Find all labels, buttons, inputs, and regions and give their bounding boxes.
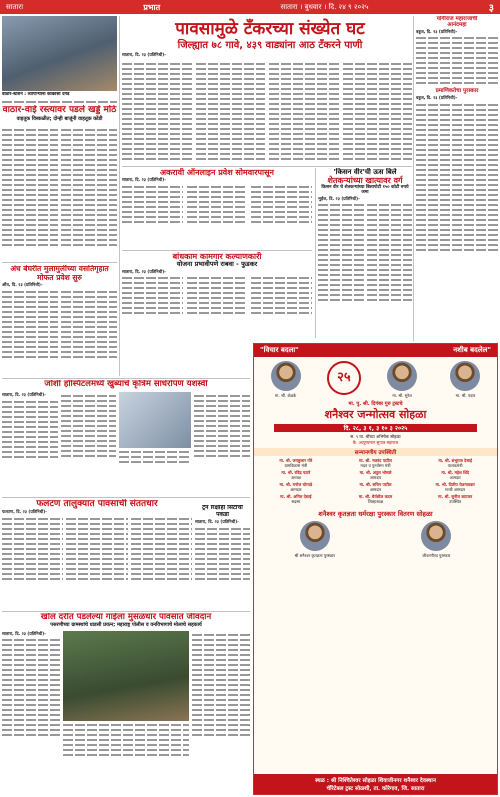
lead-dateline: सातारा, दि. २३ (प्रतिनिधी)- [122,52,166,57]
story3-headline: अकरावी ऑनलाइन प्रवेश सोमवारपासून [160,168,274,177]
story2-headline: अंध बेघरीत मुलामुलींच्या वसतिगृहात मोफत प्रवेश सुरु [10,265,109,282]
ad-guest-list [254,456,497,506]
award-recipient-2: जीवनगौरव पुरस्कार [406,521,466,559]
story-rain [2,499,192,609]
sidebar-dateline2: वडूज, दि. २३ (प्रतिनिधी)- [416,94,458,100]
sidebar-dateline: वडूज, दि. २३ (प्रतिनिधी)- [416,28,458,34]
guest-11: मा. श्री. धैर्यशील कदम जिल्हाध्यक्ष [358,494,393,504]
page-header [0,0,500,14]
story4-subhead: शेतकऱ्यांच्या खात्यावर वर्ग [327,176,403,186]
story8-headline: खोल दरीत पडलेल्या गाईला मुसळधार पावसात जीवदान [40,613,212,622]
lead-story-body [122,52,412,164]
story6-dateline: सातारा, दि. २३ (प्रतिनिधी)- [2,391,46,397]
guest-8: मा. श्री. सचिन पाटील आमदार [359,482,392,492]
lead-subhead: जिल्ह्यात ७८ गावे, ४३९ वाड्यांना आठ टँकरने पाणी [177,40,363,51]
anniversary-badge: २५ [327,361,361,395]
ad-award-heading: शनैश्वर कृतज्ञता धर्मरक्षा पुरस्कार वितरण सोहळा [318,510,433,518]
story-rickshaw [195,505,250,605]
guest-9: मा. श्री. दिलीप येळगावकर माजी आमदार [435,482,475,492]
ad-leader-1: मा. श्री. शेळके [264,361,308,399]
lead-headline: पावसामुळे टँकरच्या संख्येत घट [175,19,365,39]
ad-leader-2: मा. श्री. सुरेश [380,361,424,399]
story9-dateline: सातारा, दि. २३ (प्रतिनिधी)- [195,518,239,524]
story8-subhead: पसरणीच्या ग्रामस्थांचे धाडसी प्रयत्न; महाराष्ट्र पोलीस व वनविभागाचे मोलाचे सहकार्य [50,621,202,628]
ad-place: स्थळ : श्री निश्चितेश्वर सोहळा शिवाजीनगर शनैश्वर देवस्थान [315,778,436,784]
page-number: ३ [488,3,494,14]
cow-rescue-photo [63,631,190,721]
story-cow-rescue [2,613,250,795]
story5-headline: बांधकाम कामगार कल्याणकारी [172,252,262,261]
story-road-potholes [2,105,117,260]
avatar [421,521,451,551]
ad-leader-3: मा. श्री. पवार [443,361,487,399]
avatar [450,361,480,391]
story7-headline: फलटण तालुक्यात पावसाची संततधार [36,499,158,509]
award-recipient-1: श्री शनैश्वर कृतज्ञता पुरस्कार [285,521,345,559]
story9-headline: ट्रेन रिक्षाही सिटीची पकडा [202,505,243,518]
story8-dateline: सातारा, दि. २३ (प्रतिनिधी)- [2,630,46,636]
story5-subhead: योजना प्रभावीपणे राबवा - फुडकर [176,260,258,269]
story-construction [122,252,312,340]
story-sugarcane [318,168,412,338]
ad-tagline: सन्मानणीय उपस्थिती [254,448,497,456]
guest-1: मा. श्री. जयकुमार गोरे ग्रामविकास मंत्री [279,458,313,468]
story-hostel [2,265,117,375]
guest-3: मा. श्री. शंभूराज देसाई पालकमंत्री [438,458,472,468]
photo-caption: वाठार-स्टेशन : व्यापाऱ्यांना काकासो दगडे [2,92,117,104]
guest-12: मा. श्री. सुनील काटकर उपस्थित [438,494,473,504]
shanaishwar-advertisement [253,343,498,795]
guest-10: मा. श्री. अनिल देसाई सदस्य [280,494,312,504]
story7-dateline: फलटण, दि. २३ (प्रतिनिधी)- [2,509,47,515]
ad-footer [254,774,497,794]
ad-place-2: चॅरिटेबल ट्रस्ट सोळशी, ता. कोरेगाव, जि. सातारा [326,786,425,792]
avatar [387,361,417,391]
story4-deck: किसन वीर चे शेतकऱ्यांच्या बिलापोटी १५० कोटी रुपये जमा [321,185,409,196]
story-hospital [2,380,250,495]
story6-headline: जोशी हॉस्पिटलमध्ये खुब्याचे कृत्रिम सांधेरोपण यशस्वी [44,380,208,389]
sidebar-title2: आनंदमहा [447,22,467,29]
header-date: सातारा । बुधवार । दि. २४ ९ २०२५ [280,2,369,11]
guest-5: मा. श्री. अतुल भोसले आमदार [359,470,392,480]
ad-right-tag: नशीब बदलेल" [453,346,491,354]
story-admission [122,168,312,248]
sidebar-title: योगीराज महाराजांची [436,16,478,22]
ad-banner [254,344,497,357]
guest-4: मा. श्री. रविंद्र पठारे अध्यक्ष [281,470,311,480]
ad-line-2: कै. आयुष्यमान सुपात्र महाराज [352,440,399,445]
sidebar-title3: प्रमाणिकतेचा पुरस्कार [435,88,479,95]
story5-dateline: सातारा, दि. २३ (प्रतिनिधी)- [122,268,166,274]
ad-event-title: शनैश्वर जन्मोत्सव सोहळा [324,408,427,421]
avatar [300,521,330,551]
road-photo [2,16,117,91]
guest-2: मा. श्री. मकरंद पाटील मदत व पुनर्वसन मंत्री [359,458,392,468]
story1-subhead: वाहतूक विस्कळीत; दोन्ही बाजूंनी वाहतूक कोंडी [16,116,103,123]
story3-dateline: सातारा, दि. २३ (प्रतिनिधी)- [122,177,166,183]
sidebar-column [416,16,498,341]
hospital-photo [119,392,191,448]
story2-dateline: औंध, दि. २३ (प्रतिनिधी)- [2,282,43,288]
story1-headline: वाठार-वाई रस्त्यावर पडले खड्डे मोठे [2,105,117,115]
avatar [271,361,301,391]
ad-line-1: स. ९ वा. श्रींच्या अभिषेक सोहळा [350,434,401,439]
newspaper-logo: प्रभात [143,2,161,12]
header-section: सातारा [6,2,24,11]
ad-left-tag: "विचार बदला" [260,346,299,354]
guest-6: मा. श्री. महेश शिंदे आमदार [441,470,469,480]
story4-headline: 'किसन वीर'ची ऊस बिले [333,168,397,176]
guest-7: मा. श्री. मनोज घोरपडे आमदार [279,482,313,492]
ad-event-date: दि. २८, ३ १, ३ १० ३ २०२५ [274,424,477,432]
story4-dateline: भुईंज, दि. २३ (प्रतिनिधी)- [318,195,360,201]
ad-trust: मा. पु. श्री. दिगंबर गुरु ट्रस्टचे [348,401,403,407]
